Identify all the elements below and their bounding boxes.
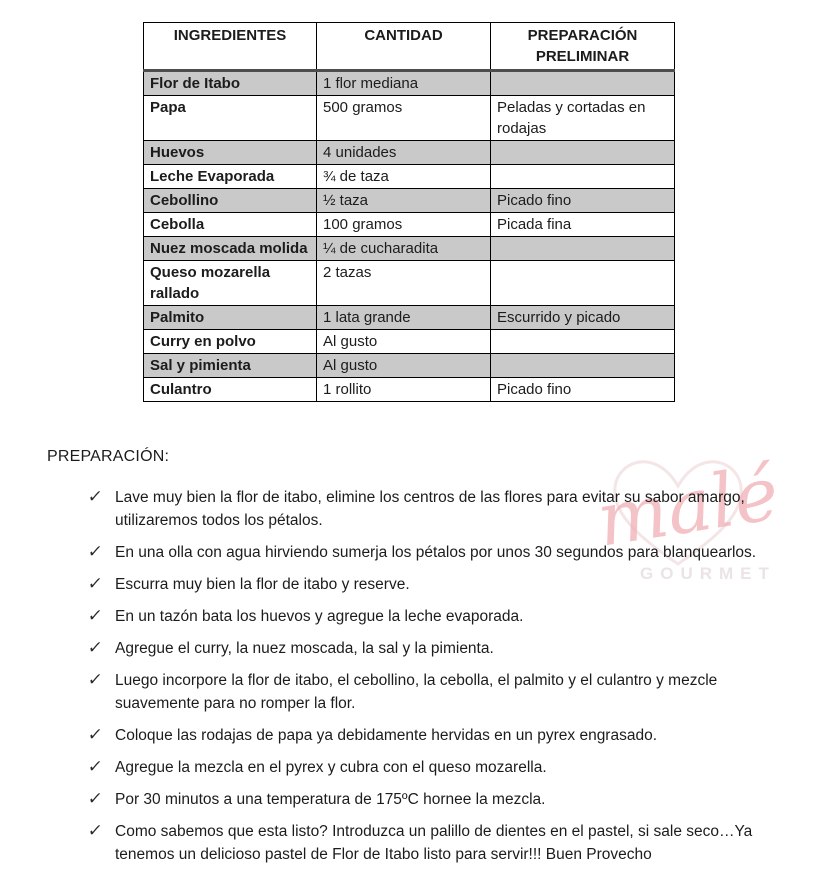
- ingrediente-cell: Leche Evaporada: [144, 165, 317, 189]
- checkmark-icon: ✓: [86, 638, 104, 657]
- ingrediente-cell: Papa: [144, 96, 317, 141]
- step-text: Coloque las rodajas de papa ya debidamente hervidas en un pyrex engrasado.: [115, 727, 658, 744]
- preparacion-cell: [491, 330, 675, 354]
- preparation-step: [88, 756, 796, 779]
- brand-subtitle: GOURMET: [640, 564, 776, 583]
- ingrediente-cell: Sal y pimienta: [144, 354, 317, 378]
- preparation-step: [88, 820, 796, 866]
- step-text: Por 30 minutos a una temperatura de 175ºC hornee la mezcla.: [115, 791, 546, 808]
- preparacion-cell: [491, 237, 675, 261]
- step-text: En una olla con agua hirviendo sumerja los pétalos por unos 30 segundos para blanquearlos.: [115, 544, 757, 561]
- preparation-step: [88, 541, 796, 564]
- table-row: [144, 237, 675, 261]
- preparation-step: [88, 669, 796, 715]
- cantidad-cell: ¼ de cucharadita: [317, 237, 491, 261]
- ingrediente-cell: Palmito: [144, 306, 317, 330]
- preparation-step: [88, 637, 796, 660]
- preparacion-cell: [491, 71, 675, 96]
- preparation-step: [88, 486, 796, 532]
- step-text: Luego incorpore la flor de itabo, el cebollino, la cebolla, el palmito y el culantro y mezcle suavemente para no romper la flor.: [115, 672, 718, 712]
- cantidad-cell: Al gusto: [317, 354, 491, 378]
- preparacion-cell: [491, 141, 675, 165]
- header-preparacion-preliminar: PREPARACIÓN PRELIMINAR: [491, 23, 675, 71]
- preparation-step: [88, 788, 796, 811]
- preparacion-cell: Picado fino: [491, 378, 675, 402]
- cantidad-cell: ½ taza: [317, 189, 491, 213]
- step-text: En un tazón bata los huevos y agregue la leche evaporada.: [115, 608, 524, 625]
- table-row: [144, 141, 675, 165]
- preparacion-cell: Escurrido y picado: [491, 306, 675, 330]
- cantidad-cell: 1 lata grande: [317, 306, 491, 330]
- ingredients-table-body: [144, 71, 675, 402]
- ingrediente-cell: Nuez moscada molida: [144, 237, 317, 261]
- table-row: [144, 330, 675, 354]
- preparacion-cell: Picado fino: [491, 189, 675, 213]
- ingrediente-cell: Queso mozarella rallado: [144, 261, 317, 306]
- step-text: Como sabemos que esta listo? Introduzca un palillo de dientes en el pastel, si sale seco…Ya tenemos un delicioso pastel de Flor de Itabo listo para servir!!! Buen Provecho: [115, 823, 753, 863]
- preparation-title: PREPARACIÓN:: [47, 448, 170, 465]
- table-row: [144, 96, 675, 141]
- table-row: [144, 354, 675, 378]
- table-row: [144, 165, 675, 189]
- table-row: [144, 189, 675, 213]
- cantidad-cell: 1 flor mediana: [317, 71, 491, 96]
- checkmark-icon: ✓: [86, 725, 104, 744]
- table-row: [144, 213, 675, 237]
- checkmark-icon: ✓: [86, 757, 104, 776]
- ingredients-table: [143, 22, 675, 402]
- cantidad-cell: 500 gramos: [317, 96, 491, 141]
- preparacion-cell: Peladas y cortadas en rodajas: [491, 96, 675, 141]
- ingredients-table-container: [143, 22, 675, 402]
- cantidad-cell: Al gusto: [317, 330, 491, 354]
- preparacion-cell: Picada fina: [491, 213, 675, 237]
- checkmark-icon: ✓: [86, 542, 104, 561]
- step-text: Lave muy bien la flor de itabo, elimine los centros de las flores para evitar su sabor amargo, utilizaremos todos los pétalos.: [115, 489, 745, 529]
- checkmark-icon: ✓: [86, 487, 104, 506]
- step-text: Agregue la mezcla en el pyrex y cubra con el queso mozarella.: [115, 759, 547, 776]
- step-text: Agregue el curry, la nuez moscada, la sal y la pimienta.: [115, 640, 494, 657]
- header-ingredientes: INGREDIENTES: [144, 23, 317, 71]
- ingrediente-cell: Flor de Itabo: [144, 71, 317, 96]
- table-header-row: [144, 23, 675, 71]
- cantidad-cell: 1 rollito: [317, 378, 491, 402]
- ingrediente-cell: Cebolla: [144, 213, 317, 237]
- preparacion-cell: [491, 261, 675, 306]
- step-text: Escurra muy bien la flor de itabo y reserve.: [115, 576, 410, 593]
- preparation-steps-list: [88, 486, 796, 875]
- cantidad-cell: ¾ de taza: [317, 165, 491, 189]
- preparacion-cell: [491, 354, 675, 378]
- checkmark-icon: ✓: [86, 670, 104, 689]
- table-row: [144, 71, 675, 96]
- checkmark-icon: ✓: [86, 789, 104, 808]
- ingrediente-cell: Curry en polvo: [144, 330, 317, 354]
- checkmark-icon: ✓: [86, 606, 104, 625]
- header-cantidad: CANTIDAD: [317, 23, 491, 71]
- checkmark-icon: ✓: [86, 574, 104, 593]
- table-row: [144, 306, 675, 330]
- ingrediente-cell: Cebollino: [144, 189, 317, 213]
- preparation-step: [88, 573, 796, 596]
- table-row: [144, 261, 675, 306]
- table-row: [144, 378, 675, 402]
- preparation-step: [88, 724, 796, 747]
- preparation-step: [88, 605, 796, 628]
- ingrediente-cell: Culantro: [144, 378, 317, 402]
- cantidad-cell: 4 unidades: [317, 141, 491, 165]
- checkmark-icon: ✓: [86, 821, 104, 840]
- ingrediente-cell: Huevos: [144, 141, 317, 165]
- cantidad-cell: 100 gramos: [317, 213, 491, 237]
- cantidad-cell: 2 tazas: [317, 261, 491, 306]
- preparacion-cell: [491, 165, 675, 189]
- brand-name: malé: [591, 450, 785, 564]
